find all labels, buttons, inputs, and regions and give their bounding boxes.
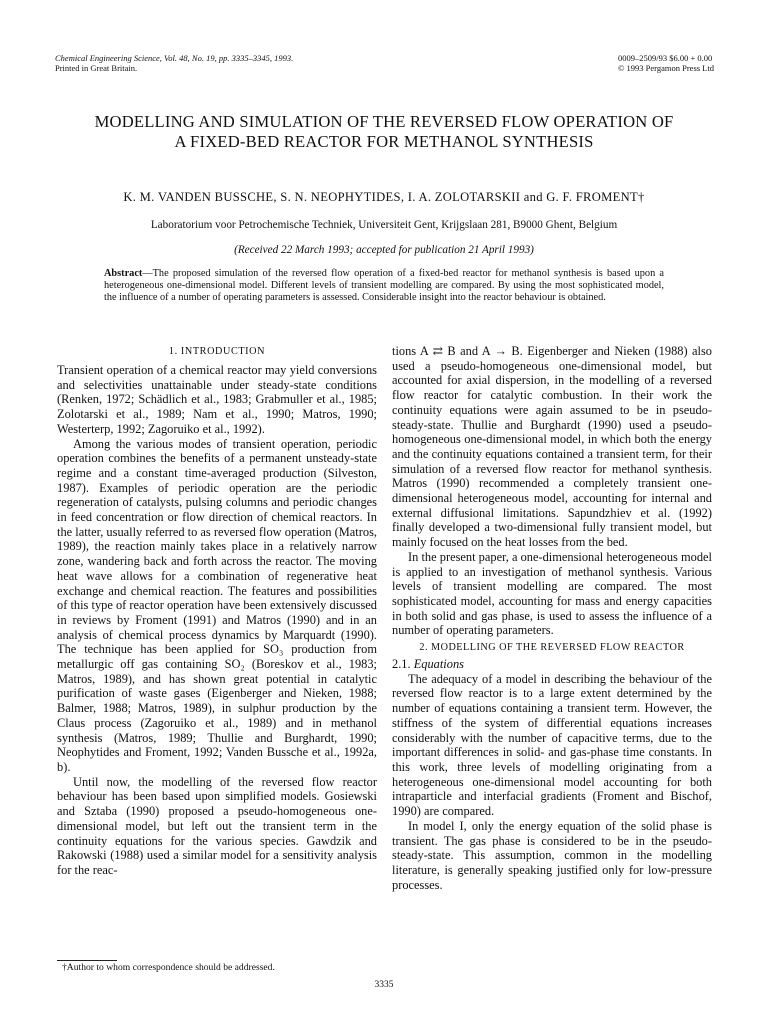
abstract-label: Abstract	[104, 268, 143, 279]
footnote-rule	[57, 960, 117, 961]
subsection-title: Equations	[413, 657, 464, 672]
right-column	[392, 344, 712, 892]
author-list: K. M. VANDEN BUSSCHE, S. N. NEOPHYTIDES, I. A. ZOLOTARSKII and G. F. FROMENT†	[123, 190, 645, 204]
copyright: © 1993 Pergamon Press Ltd	[617, 63, 714, 73]
left-column	[57, 346, 377, 878]
printed-in: Printed in Great Britain.	[55, 63, 138, 73]
copyright-header	[618, 53, 714, 73]
paragraph: tions A ⇄ B and A → B. Eigenberger and Nieken (1988) also used a pseudo-homogeneous one-dimensional model, but accounted for axial dispersion, in the modelling of a reversed flow reactor for catalytic combustion. In their work the continuity equations were again assumed to be in pseudo-steady-state. Thullie and Burghardt (1990) used a pseudo-homogeneous one-dimensional model, in which both the energy and the continuity equations contained a transient term, for their simulation of a reversed flow reactor for methanol synthesis. Matros (1990) recommended a completely transient one-dimensional heterogeneous model, accounting for internal and external diffusional limitations. Sapundzhiev et al. (1992) finally developed a two-dimensional fully transient model, but mainly focused on the heat losses from the bed.	[392, 344, 712, 550]
received-dates: (Received 22 March 1993; accepted for publication 21 April 1993)	[234, 244, 534, 256]
issn-price: 0009–2509/93 $6.00 + 0.00	[617, 53, 713, 63]
section-heading-modelling: 2. MODELLING OF THE REVERSED FLOW REACTOR	[419, 642, 685, 654]
paragraph: The adequacy of a model in describing the behaviour of the reversed flow reactor is to a large extent determined by the number of equations containing a transient term. However, the stiffness of the system of differential equations increases considerably with the number of capacitive terms, due to the important differences in solid- and gas-phase time constants. In this work, three levels of modelling originating from a heterogeneous one-dimensional model accounting for both intraparticle and interfacial gradients (Froment and Bischof, 1990) are compared.	[392, 671, 712, 819]
subsection-number: 2.1.	[392, 657, 411, 672]
subsection-heading	[392, 657, 712, 672]
page-number: 3335	[374, 980, 394, 990]
paper-title: MODELLING AND SIMULATION OF THE REVERSED FLOW OPERATION OF A FIXED-BED REACTOR FOR METHANOL SYNTHESIS	[94, 112, 674, 151]
paragraph: Transient operation of a chemical reactor may yield conversions and selectivities unattainable under steady-state conditions (Renken, 1972; Schädlich et al., 1983; Grabmuller et al., 1985; Zolotarski et al., 1989; Nam et al., 1990; Matros, 1990; Westerterp, 1992; Zagoruiko et al., 1992).	[57, 363, 377, 436]
footnote: †Author to whom correspondence should be addressed.	[62, 962, 275, 973]
journal-header	[55, 53, 293, 73]
journal-citation: Chemical Engineering Science, Vol. 48, No. 19, pp. 3335–3345, 1993.	[55, 53, 294, 63]
abstract-text: —The proposed simulation of the reversed flow operation of a fixed-bed reactor for methanol synthesis is based upon a heterogeneous one-dimensional model. Different levels of transient modelling are compared. By using the most sophisticated model, the influence of a number of operating parameters is assessed. Considerable insight into the reactor behaviour is obtained.	[104, 268, 664, 303]
paragraph: In model I, only the energy equation of the solid phase is transient. The gas phase is considered to be in the pseudo-steady-state. This assumption, common in the modelling literature, is generally speaking justified only for low-pressure processes.	[392, 818, 712, 892]
paragraph: Among the various modes of transient operation, periodic operation combines the benefits of a permanent unsteady-state regime and a constant time-averaged production (Silveston, 1987). Examples of periodic operation are the periodic regeneration of catalysts, pulsing columns and periodic changes in feed concentration or flow direction of chemical reactors. In the latter, usually referred to as reversed flow operation (Matros, 1989), the reaction mainly takes place in a relatively narrow zone, wandering back and forth across the reactor. The moving heat wave allows for a combination of regenerative heat exchange and chemical reaction. The features and possibilities of this type of reactor operation have been extensively discussed in reviews by Froment (1991) and Matros (1990) and in an analysis of chemical process dynamics by Marquardt (1990). The technique has been applied for SO₃ production from metallurgic off gas containing SO₂ (Boreskov et al., 1983; Matros, 1989), and has shown great potential in catalytic purification of waste gases (Eigenberger and Nieken, 1988; Balmer, 1988; Matros, 1989), in sulphur production by the Claus process (Zagoruiko et al., 1989) and in methanol synthesis (Matros, 1989; Thullie and Burghardt, 1990; Neophytides and Froment, 1992; Vanden Bussche et al., 1992a, b).	[57, 436, 377, 774]
paragraph: In the present paper, a one-dimensional heterogeneous model is applied to an investigation of methanol synthesis. Various levels of transient modelling are compared. The most sophisticated model, accounting for mass and energy capacities in both solid and gas phase, is used to assess the influence of a number of operating parameters.	[392, 549, 712, 638]
paragraph: Until now, the modelling of the reversed flow reactor behaviour has been based upon simplified models. Gosiewski and Sztaba (1990) proposed a pseudo-homogeneous one-dimensional model, but left out the transient term in the continuity equations for the various species. Gawdzik and Rakowski (1988) used a similar model for a sensitivity analysis for the reac-	[57, 774, 377, 877]
affiliation: Laboratorium voor Petrochemische Techniek, Universiteit Gent, Krijgslaan 281, B9000 Ghent, Belgium	[150, 219, 618, 231]
abstract	[104, 268, 664, 304]
section-heading-introduction: 1. INTRODUCTION	[168, 346, 266, 357]
